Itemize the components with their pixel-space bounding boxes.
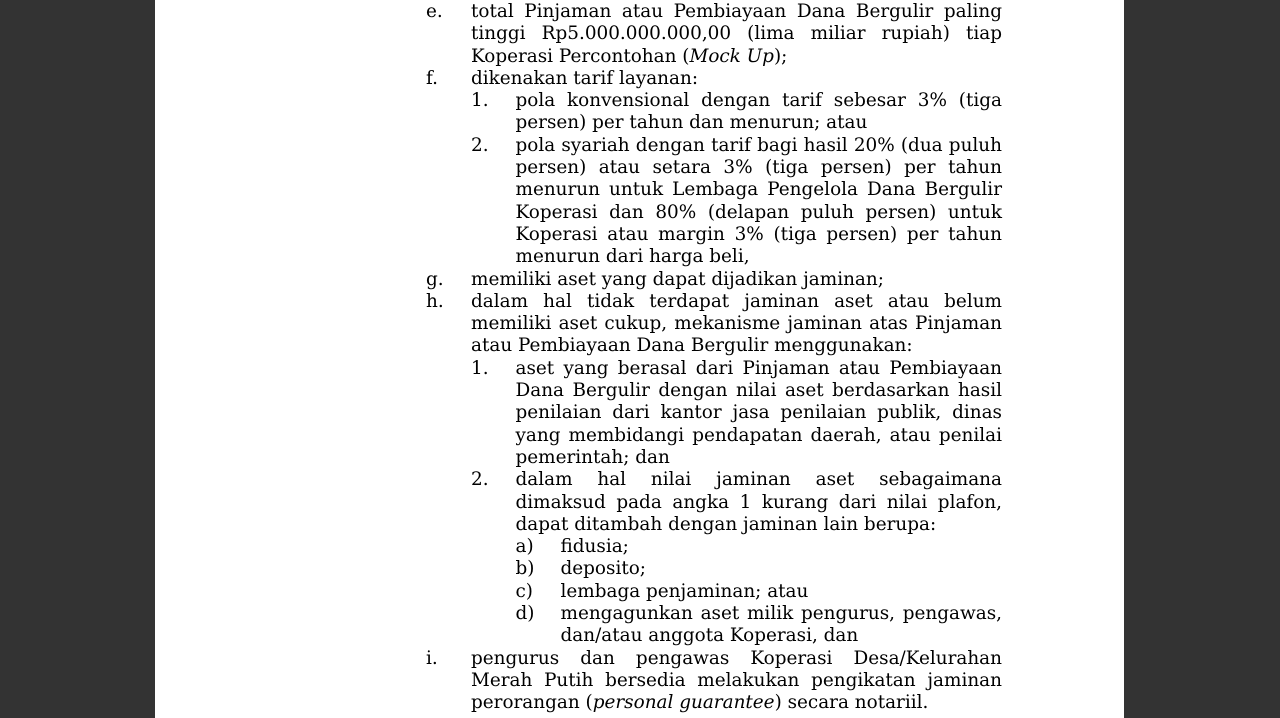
italic-term: Mock Up	[689, 45, 774, 67]
sub-text: pola syariah dengan tarif bagi hasil 20% (dua puluh persen) atau setara 3% (tiga persen) per tahun menurun untuk Lembaga Pengelola Dana Bergulir Koperasi dan 80% (delapan puluh persen) untuk Koperasi atau margin 3% (tiga persen) per tahun menurun dari harga beli,	[515, 134, 1002, 268]
list-text: dikenakan tarif layanan:	[471, 67, 699, 89]
sub-sub-item-d	[516, 603, 1003, 648]
sub-body	[516, 469, 1003, 647]
list-text: pengurus dan pengawas Koperasi Desa/Kelurahan Merah Putih bersedia melakukan pengikatan jaminan perorangan (personal guarantee) secara notariil.	[471, 647, 1002, 714]
sub-item-h-1	[471, 358, 1002, 469]
list-label: f.	[426, 67, 438, 89]
list-item-h	[426, 291, 1002, 648]
sub-label: 1.	[471, 357, 489, 379]
sub-sub-label: a)	[515, 536, 534, 558]
sub-sub-item-a	[516, 536, 1003, 558]
document-page	[155, 0, 1124, 718]
sub-sub-text: lembaga penjaminan; atau	[560, 580, 809, 602]
italic-term: personal guarantee	[592, 692, 775, 714]
sub-item-f-2	[471, 135, 1002, 269]
sub-text: pola konvensional dengan tarif sebesar 3% (tiga persen) per tahun dan menurun; atau	[515, 90, 1002, 134]
sub-sub-label: b)	[515, 558, 535, 580]
list-item-i	[426, 648, 1002, 715]
list-body	[471, 291, 1002, 648]
list-item-e	[426, 1, 1002, 68]
sub-label: 1.	[471, 90, 489, 112]
sub-sub-item-c	[516, 581, 1003, 603]
document-body	[426, 1, 1002, 715]
sub-text: dalam hal nilai jaminan aset sebagaimana dimaksud pada angka 1 kurang dari nilai plafon, dapat ditambah dengan jaminan lain berupa:	[515, 469, 1002, 535]
list-label: i.	[426, 647, 438, 669]
list-text: total Pinjaman atau Pembiayaan Dana Bergulir paling tinggi Rp5.000.000.000,00 (lima miliar rupiah) tiap Koperasi Percontohan (Mock Up);	[471, 1, 1002, 67]
sub-sub-item-b	[516, 558, 1003, 580]
list-item-f	[426, 68, 1002, 269]
list-label: g.	[426, 268, 444, 290]
list-text: memiliki aset yang dapat dijadikan jaminan;	[471, 268, 884, 290]
sub-label: 2.	[471, 134, 489, 156]
list-label: h.	[426, 290, 444, 312]
sub-sub-label: c)	[515, 580, 533, 602]
list-label: e.	[426, 1, 443, 22]
sub-sub-text: mengagunkan aset milik pengurus, pengawas, dan/atau anggota Koperasi, dan	[560, 603, 1002, 647]
sub-item-f-1	[471, 90, 1002, 135]
list-body	[471, 68, 1002, 269]
sub-text: aset yang berasal dari Pinjaman atau Pembiayaan Dana Bergulir dengan nilai aset berdasarkan hasil penilaian dari kantor jasa penilaian publik, dinas yang membidangi pendapatan daerah, atau penilai pemerintah; dan	[515, 357, 1002, 468]
sub-sub-text: fidusia;	[560, 536, 629, 558]
list-item-g	[426, 269, 1002, 291]
sub-sub-text: deposito;	[560, 558, 646, 580]
sub-item-h-2	[471, 469, 1002, 647]
sub-sub-label: d)	[515, 603, 535, 625]
list-text: dalam hal tidak terdapat jaminan aset atau belum memiliki aset cukup, mekanisme jaminan atas Pinjaman atau Pembiayaan Dana Bergulir menggunakan:	[471, 290, 1002, 357]
sub-label: 2.	[471, 469, 489, 491]
